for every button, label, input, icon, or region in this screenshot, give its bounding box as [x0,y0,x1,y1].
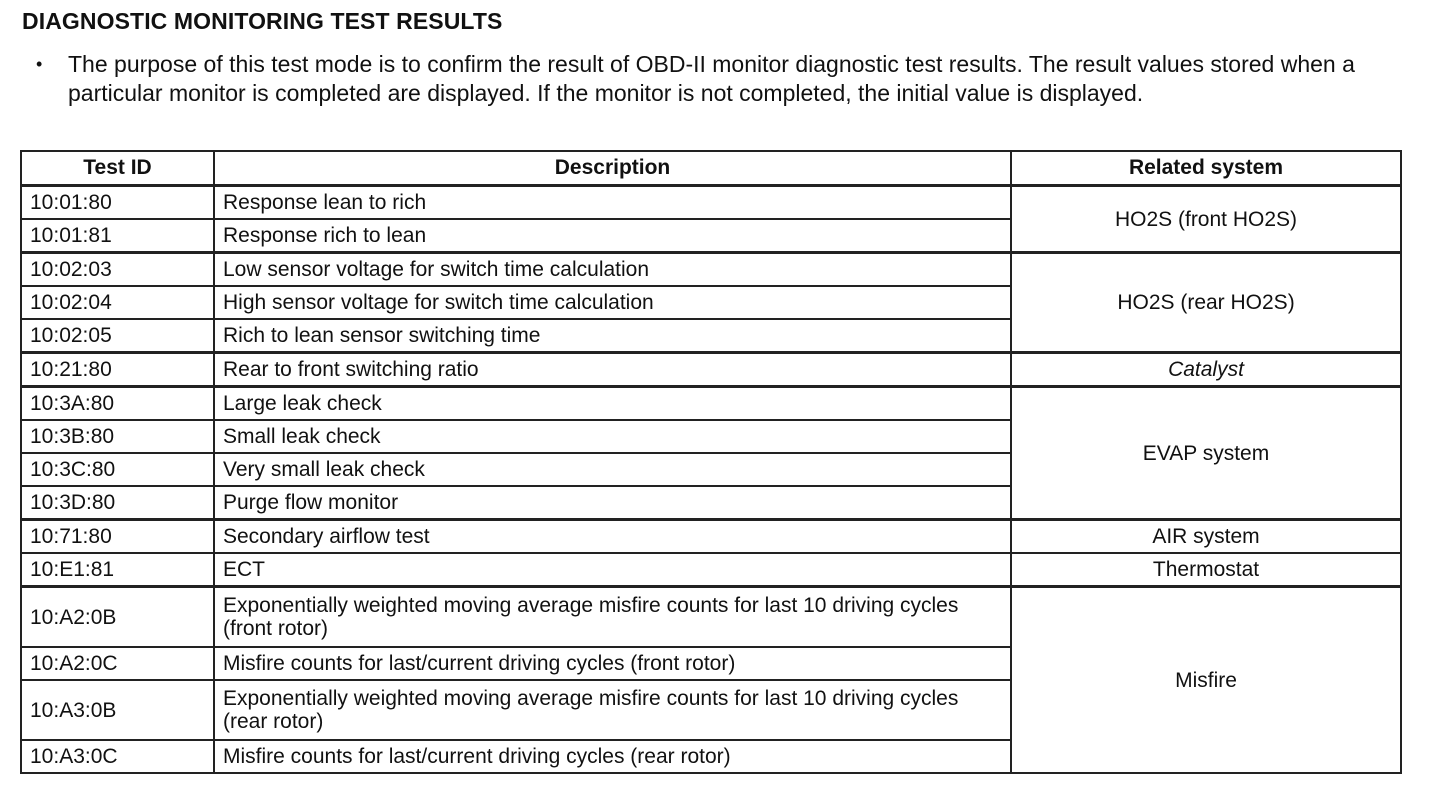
description-cell: ECT [214,553,1011,587]
header-test-id: Test ID [21,151,214,186]
test-id-cell: 10:A2:0B [21,587,214,648]
description-cell: Response lean to rich [214,186,1011,220]
description-cell: Exponentially weighted moving average misfire counts for last 10 driving cycles (rear rotor) [214,680,1011,740]
intro-text: The purpose of this test mode is to confirm the result of OBD-II monitor diagnostic test results. The result values stored when a particular monitor is completed are displayed. If the monitor is not completed, the initial value is displayed. [68,51,1355,106]
description-cell: Low sensor voltage for switch time calculation [214,253,1011,287]
table-row [21,587,1401,648]
description-cell: Purge flow monitor [214,486,1011,520]
related-system-cell: Misfire [1011,587,1401,774]
related-system-cell: Catalyst [1011,353,1401,387]
table-row [21,520,1401,554]
related-system-cell: EVAP system [1011,387,1401,520]
table-header-row [21,151,1401,186]
table-row [21,353,1401,387]
description-cell: Secondary airflow test [214,520,1011,554]
description-cell: Rear to front switching ratio [214,353,1011,387]
bullet-icon: • [36,54,43,74]
header-related-system: Related system [1011,151,1401,186]
table-row [21,553,1401,587]
test-id-cell: 10:3A:80 [21,387,214,421]
test-id-cell: 10:02:03 [21,253,214,287]
related-system-cell: Thermostat [1011,553,1401,587]
description-cell: Misfire counts for last/current driving cycles (front rotor) [214,647,1011,680]
test-id-cell: 10:71:80 [21,520,214,554]
related-system-cell: AIR system [1011,520,1401,554]
test-id-cell: 10:E1:81 [21,553,214,587]
test-id-cell: 10:3D:80 [21,486,214,520]
description-cell: Large leak check [214,387,1011,421]
test-id-cell: 10:A3:0B [21,680,214,740]
test-id-cell: 10:02:05 [21,319,214,353]
test-id-cell: 10:02:04 [21,286,214,319]
description-cell: Small leak check [214,420,1011,453]
test-id-cell: 10:21:80 [21,353,214,387]
intro-bullet [36,50,1406,108]
related-system-cell: HO2S (rear HO2S) [1011,253,1401,353]
description-cell: Exponentially weighted moving average misfire counts for last 10 driving cycles (front rotor) [214,587,1011,648]
test-id-cell: 10:01:81 [21,219,214,253]
test-id-cell: 10:3C:80 [21,453,214,486]
description-cell: Misfire counts for last/current driving cycles (rear rotor) [214,740,1011,773]
description-cell: Rich to lean sensor switching time [214,319,1011,353]
table-row [21,186,1401,220]
test-id-cell: 10:01:80 [21,186,214,220]
test-id-cell: 10:A2:0C [21,647,214,680]
table-row [21,253,1401,287]
test-id-cell: 10:A3:0C [21,740,214,773]
description-cell: Very small leak check [214,453,1011,486]
related-system-cell: HO2S (front HO2S) [1011,186,1401,253]
table-row [21,387,1401,421]
description-cell: High sensor voltage for switch time calculation [214,286,1011,319]
test-id-cell: 10:3B:80 [21,420,214,453]
description-cell: Response rich to lean [214,219,1011,253]
test-results-table [20,150,1402,774]
header-description: Description [214,151,1011,186]
page-title: DIAGNOSTIC MONITORING TEST RESULTS [22,8,503,34]
